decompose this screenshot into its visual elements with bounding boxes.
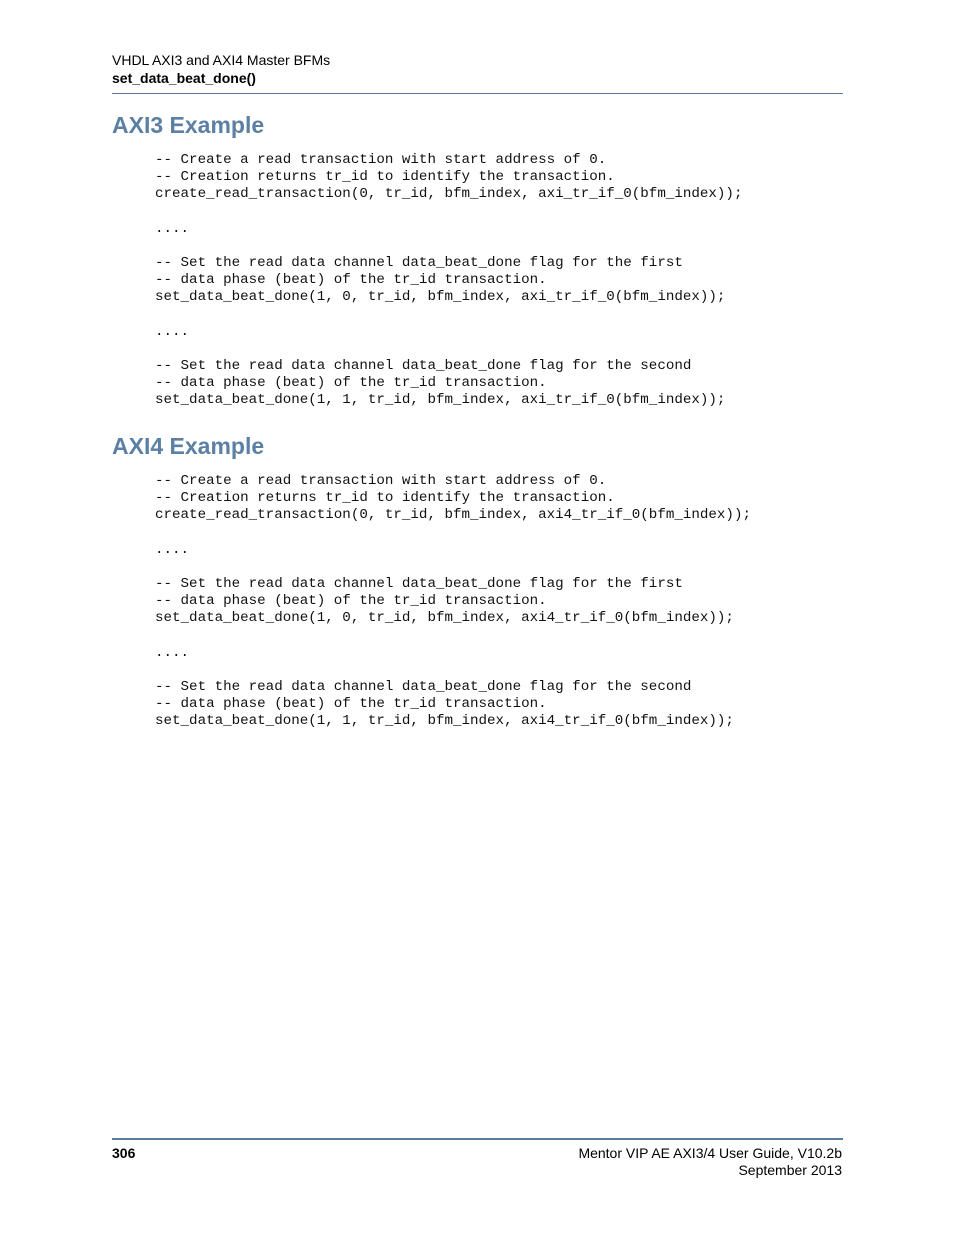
publication-date: September 2013 (738, 1162, 842, 1178)
guide-title: Mentor VIP AE AXI3/4 User Guide, V10.2b (578, 1145, 842, 1161)
running-section-title: set_data_beat_done() (112, 70, 256, 86)
axi4-code-example: -- Create a read transaction with start address of 0. -- Creation returns tr_id to identify the transaction. create_read_transaction(0, tr_id, bfm_index, axi4_tr_if_0(bfm_index)); .... -- Set the read data channel data_beat_done flag for the first -- data phase (beat) of the tr_id transaction. set_data_beat_done(1, 0, tr_id, bfm_index, axi4_tr_if_0(bfm_index)); .... -- Set the read data channel data_beat_done flag for the second -- data phase (beat) of the tr_id transaction. set_data_beat_done(1, 1, tr_id, bfm_index, axi4_tr_if_0(bfm_index)); (155, 473, 751, 730)
page-number: 306 (112, 1145, 136, 1161)
page-header (112, 52, 843, 87)
axi3-code-example: -- Create a read transaction with start address of 0. -- Creation returns tr_id to identify the transaction. create_read_transaction(0, tr_id, bfm_index, axi_tr_if_0(bfm_index)); .... -- Set the read data channel data_beat_done flag for the first -- data phase (beat) of the tr_id transaction. set_data_beat_done(1, 0, tr_id, bfm_index, axi_tr_if_0(bfm_index)); .... -- Set the read data channel data_beat_done flag for the second -- data phase (beat) of the tr_id transaction. set_data_beat_done(1, 1, tr_id, bfm_index, axi_tr_if_0(bfm_index)); (155, 152, 743, 409)
footer-divider (112, 1138, 843, 1140)
axi3-example-heading: AXI3 Example (112, 112, 265, 138)
axi4-example-heading: AXI4 Example (112, 433, 265, 459)
header-divider (112, 93, 843, 94)
document-title: VHDL AXI3 and AXI4 Master BFMs (112, 52, 331, 68)
footer-info (578, 1145, 842, 1179)
